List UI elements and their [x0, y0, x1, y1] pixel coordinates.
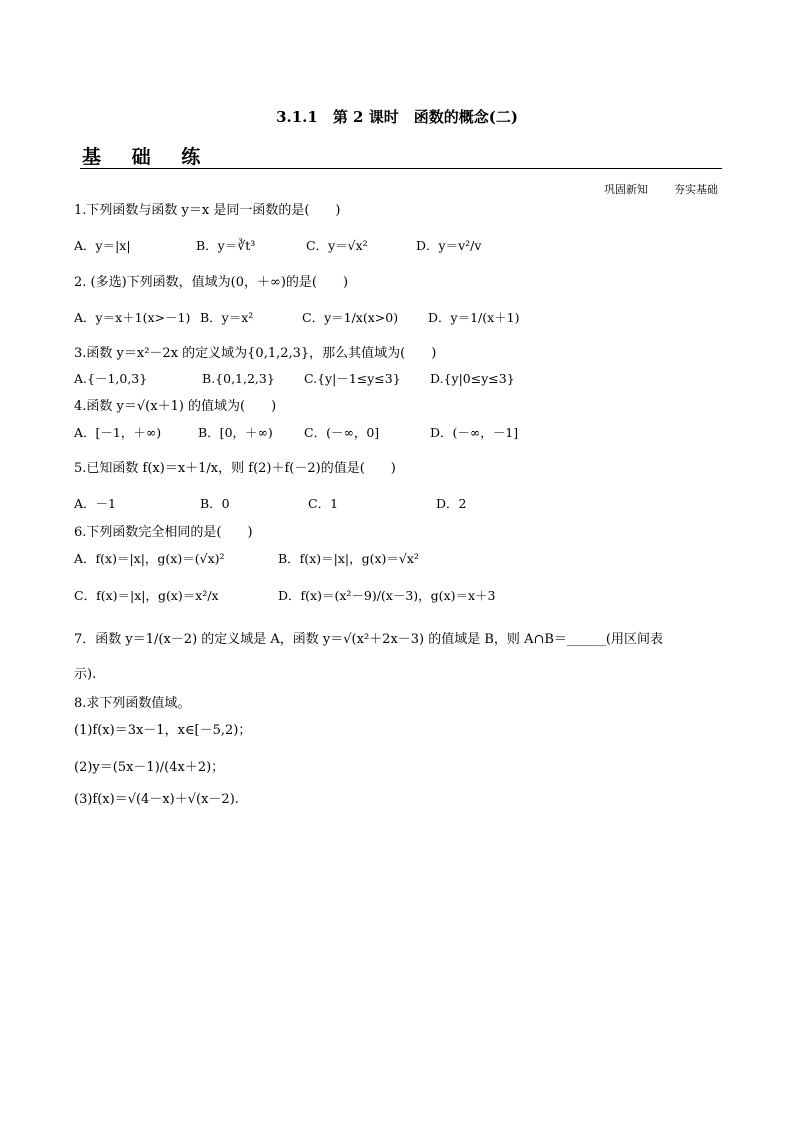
question-3-option-c: C.{y|－1≤y≤3}: [304, 371, 401, 386]
question-1-option-d: D．y＝v²/v: [416, 238, 482, 253]
question-2-option-b: B．y＝x²: [200, 310, 254, 325]
question-3-option-d: D.{y|0≤y≤3}: [430, 371, 515, 386]
section-heading: 基 础 练: [82, 146, 213, 168]
question-4-stem: 4.函数 y＝√(x＋1) 的值域为( ): [74, 399, 277, 414]
question-4-option-a: A．[－1，＋∞): [74, 425, 162, 440]
question-5-option-a: A．－1: [74, 496, 116, 511]
question-6-option-d: D．f(x)＝(x²－9)/(x－3)，g(x)＝x＋3: [278, 588, 496, 603]
question-6-stem: 6.下列函数完全相同的是( ): [74, 525, 253, 540]
question-8-part-3: (3)f(x)＝√(4－x)＋√(x－2).: [74, 792, 239, 807]
question-8-part-2: (2)y＝(5x－1)/(4x＋2)；: [74, 760, 225, 775]
question-2-option-d: D．y＝1/(x＋1): [428, 310, 520, 325]
question-5-option-b: B．0: [200, 496, 230, 511]
question-8-part-1: (1)f(x)＝3x－1，x∈[－5,2)；: [74, 723, 252, 738]
question-6-option-b: B．f(x)＝|x|，g(x)＝√x²: [278, 551, 419, 566]
question-7-line-1: 7．函数 y＝1/(x－2) 的定义域是 A，函数 y＝√(x²＋2x－3) 的值域是 B，则 A∩B＝______(用区间表: [74, 632, 663, 647]
question-4-option-b: B．[0，＋∞): [198, 425, 273, 440]
question-3-option-b: B.{0,1,2,3}: [202, 371, 275, 386]
question-3-option-a: A.{－1,0,3}: [74, 371, 148, 386]
section-tags: [578, 184, 718, 195]
question-4-option-c: C．(－∞，0]: [304, 425, 380, 440]
tag-foundation: 夯实基础: [674, 183, 718, 196]
question-2-option-c: C．y＝1/x(x>0): [302, 310, 399, 325]
question-2-option-a: A．y＝x＋1(x>－1): [74, 310, 191, 325]
question-5-option-d: D．2: [436, 496, 467, 511]
question-2-stem: 2. (多选)下列函数，值域为(0，＋∞)的是( ): [74, 275, 349, 290]
question-5-option-c: C．1: [308, 496, 339, 511]
question-6-option-c: C．f(x)＝|x|，g(x)＝x²/x: [74, 588, 219, 603]
tag-consolidate: 巩固新知: [604, 183, 648, 196]
section-divider: [80, 168, 722, 169]
question-3-stem: 3.函数 y＝x²－2x 的定义域为{0,1,2,3}，那么其值域为( ): [74, 346, 437, 361]
question-1-option-c: C．y＝√x²: [306, 238, 368, 253]
question-6-option-a: A．f(x)＝|x|，g(x)＝(√x)²: [74, 551, 225, 566]
question-7-line-2: 示).: [74, 667, 97, 682]
question-8-stem: 8.求下列函数值域。: [74, 696, 191, 711]
question-1-option-a: A．y＝|x|: [74, 238, 131, 253]
page-title: 3.1.1 第 2 课时 函数的概念(二): [276, 108, 518, 126]
question-1-option-b: B．y＝∛t³: [196, 238, 256, 253]
question-5-stem: 5.已知函数 f(x)＝x＋1/x，则 f(2)＋f(－2)的值是( ): [74, 461, 396, 476]
question-1-stem: 1.下列函数与函数 y＝x 是同一函数的是( ): [74, 203, 341, 218]
question-4-option-d: D．(－∞，－1]: [430, 425, 519, 440]
